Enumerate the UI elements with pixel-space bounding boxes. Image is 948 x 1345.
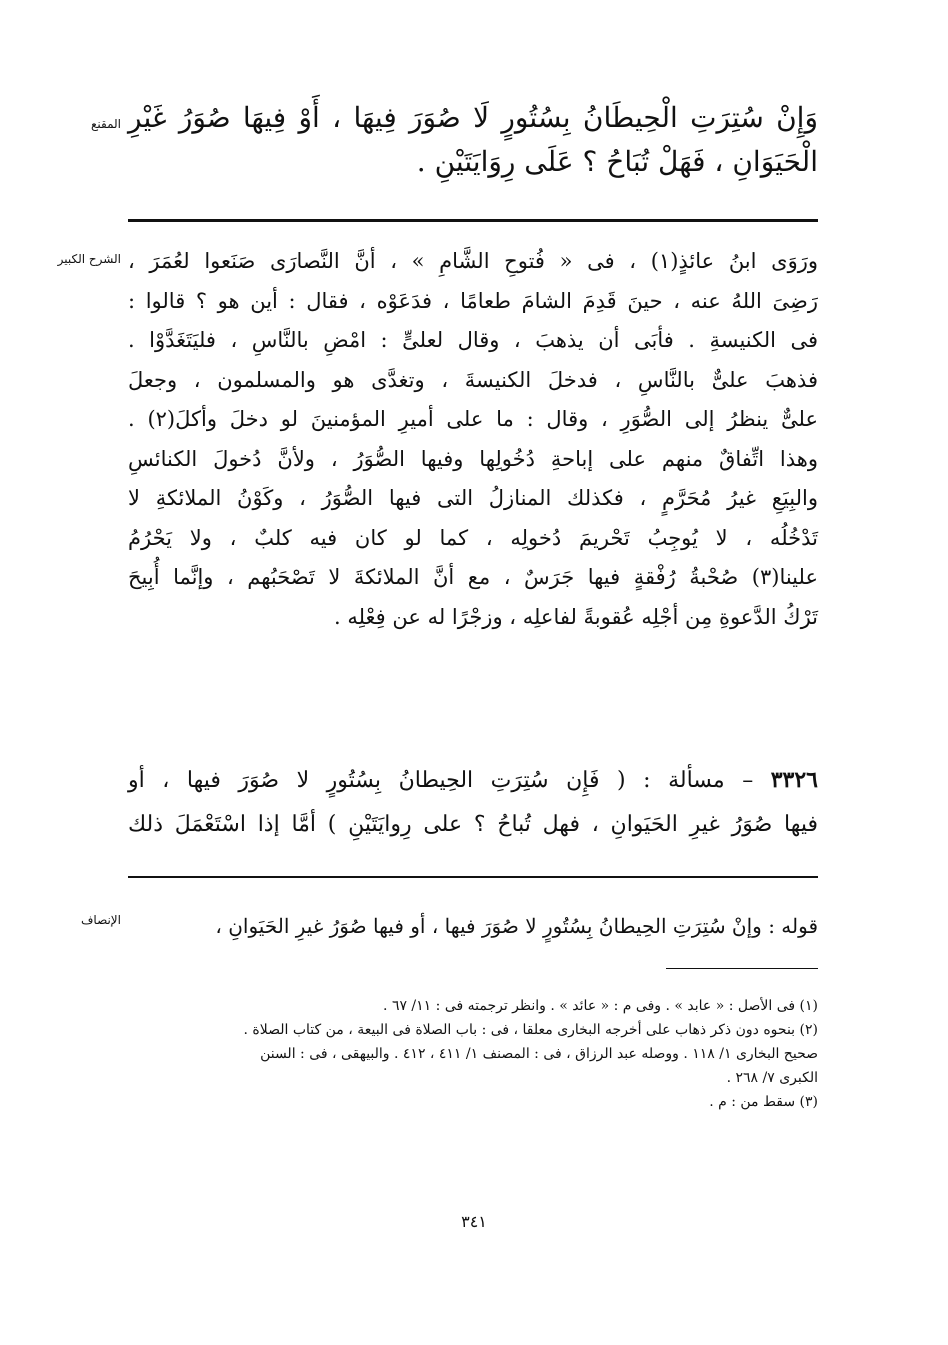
label-insaf: الإنصاف [80, 913, 121, 927]
sharh-line: رَضِىَ اللهُ عنه ، حينَ قَدِمَ الشامَ طعامًا ، فدَعَوْه ، فقال : أين هو ؟ قالوا : [128, 288, 818, 313]
footnote-line: صحيح البخارى ١/ ١١٨ . ووصله عبد الرزاق ، فى : المصنف ١/ ٤١١ ، ٤١٢ . والبيهقى ، فى : السنن [260, 1046, 818, 1062]
sharh-line: وهذا اتِّفاقٌ منهم على إباحةِ دُخُولِها وفيها الصُّوَرُ ، ولأنَّ دُخولَ الكنائسِ [128, 446, 818, 471]
section-divider [128, 876, 818, 878]
footnote-line: (٣) سقط من : م . [709, 1094, 818, 1110]
footnotes [128, 994, 818, 1114]
sharh-line: علىٌّ ينظرُ إلى الصُّوَرِ ، وقال : ما على أميرِ المؤمنينَ لو دخلَ وأكلَ(٢) . [128, 407, 818, 431]
masala-text [128, 758, 818, 847]
muqni-line: الْحَيَوَانِ ، فَهَلْ تُبَاحُ ؟ عَلَى رِوَايَتَيْنِ . [416, 145, 818, 178]
muqni-line: وَإِنْ سُتِرَتِ الْحِيطَانُ بِسُتُورٍ لَا صُوَرَ فِيهَا ، أَوْ فِيهَا صُوَرُ غَيْرِ [128, 101, 818, 134]
masala-line-2: فيها صُوَرُ غيرِ الحَيَوانِ ، فهل تُباحُ ؟ على رِوايَتَيْنِ ) أمَّا إذا اسْتَعْمَلَ ذلك [128, 812, 818, 837]
masala-number: ٣٣٢٦ [770, 767, 818, 793]
sharh-line: علينا(٣) صُحْبةُ رُفْقةٍ فيها جَرَسٌ ، مع أنَّ الملائكةَ لا تَصْحَبُهم ، وإنَّما أُبِيحَ [128, 565, 818, 589]
footnote-line: (٢) بنحوه دون ذكر ذهاب على أخرجه البخارى معلقا ، فى : باب الصلاة فى البيعة ، من كتاب الصلاة . [243, 1022, 818, 1038]
section-divider [128, 219, 818, 222]
footnote-line: (١) فى الأصل : « عابد » . وفى م : « عائد » . وانظر ترجمته فى : ١١/ ٦٧ . [383, 998, 818, 1014]
muqni-text [128, 96, 818, 184]
label-sharh: الشرح الكبير [57, 252, 121, 266]
sharh-line: ورَوَى ابنُ عائذٍ(١) ، فى « فُتوحِ الشَّامِ » ، أنَّ النَّصارَى صَنَعوا لعُمَرَ ، [128, 249, 818, 273]
sharh-line: والبِيَعِ غيرُ مُحَرَّمٍ ، فكذلك المنازلُ التى فيها الصُّوَرُ ، وكَوْنُ الملائكةِ لا [128, 486, 818, 510]
footnote-line: الكبرى ٧/ ٢٦٨ . [726, 1070, 818, 1086]
insaf-text [128, 910, 818, 942]
label-muqni: المقنع [90, 117, 121, 131]
sharh-line: فى الكنيسةِ . فأبَى أن يذهبَ ، وقال لعلىٍّ : امْضِ بالنَّاسِ ، فليَتَغَدَّوْا . [128, 328, 818, 352]
masala-line-1-text: – مسألة : ( فَإِن سُتِرَتِ الحِيطانُ بِسُتُورٍ لا صُوَرَ فيها ، أو [128, 768, 771, 793]
sharh-line: تَدْخُلُه ، لا يُوجِبُ تَحْريمَ دُخولِه ، كما لو كان فيه كلبٌ ، ولا يَحْرُمُ [128, 525, 818, 550]
page-number: ٣٤١ [461, 1212, 487, 1231]
insaf-line: قوله : وإنْ سُتِرَتِ الحِيطانُ بِسُتُورٍ لا صُوَرَ فيها ، أو فيها صُوَرُ غيرِ الحَيَوانِ ، [215, 914, 818, 938]
sharh-line: فذهبَ علىٌّ بالنَّاسِ ، فدخلَ الكنيسةَ ، وتغدَّى هو والمسلمون ، وجعلَ [128, 367, 818, 392]
sharh-line: تَرْكُ الدَّعوةِ مِن أجْلِه عُقوبةً لفاعلِه ، وزجْرًا له عن فِعْلِه . [333, 604, 818, 629]
sharh-text [128, 242, 818, 637]
footnote-divider [666, 968, 818, 969]
masala-line-1 [128, 758, 818, 803]
